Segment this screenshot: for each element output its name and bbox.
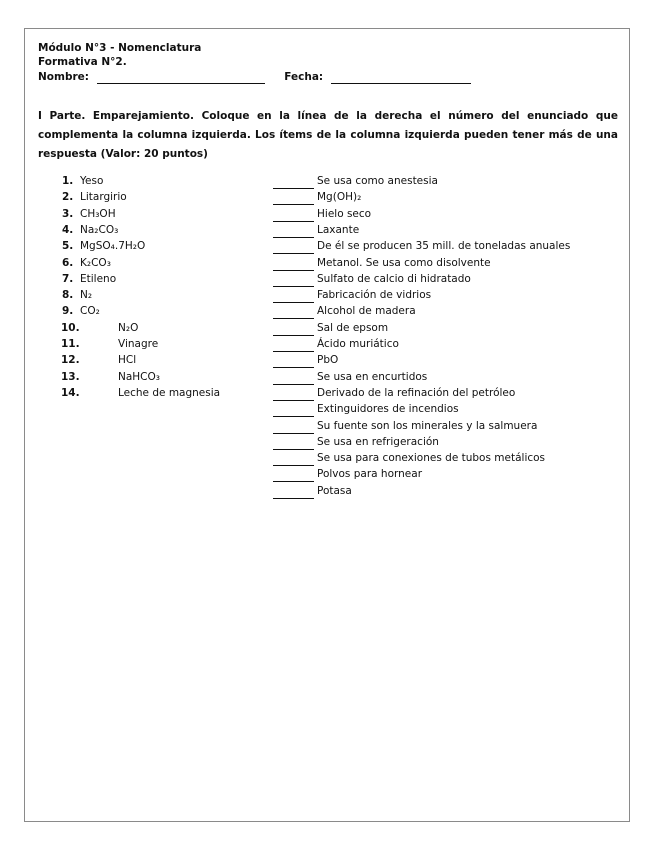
match-row [273, 238, 570, 254]
answer-blank[interactable] [273, 177, 314, 189]
statement-text: Se usa como anestesia [317, 175, 438, 187]
date-label: Fecha: [284, 71, 324, 83]
answer-blank[interactable] [273, 438, 314, 450]
statement-text: Polvos para hornear [317, 468, 423, 481]
item-text: N₂O [118, 321, 139, 334]
worksheet-page [24, 28, 630, 822]
answer-blank[interactable] [273, 356, 314, 368]
answer-blank[interactable] [273, 470, 314, 482]
match-row [273, 418, 537, 434]
match-row [273, 483, 352, 499]
match-row [273, 450, 545, 466]
item-number: 9. [62, 305, 74, 318]
match-row [273, 303, 416, 319]
match-row [273, 255, 491, 271]
statement-text: Se usa para conexiones de tubos metálicos [317, 452, 546, 465]
answer-blank[interactable] [273, 422, 314, 434]
match-row [273, 434, 439, 450]
statement-text: Ácido muriático [317, 338, 399, 350]
module-title: Módulo N°3 - Nomenclatura [38, 42, 202, 54]
match-row [273, 336, 399, 352]
match-row [273, 385, 515, 401]
statement-text: Su fuente son los minerales y la salmuera [317, 419, 538, 432]
left-item [62, 303, 100, 319]
item-number: 5. [62, 240, 74, 253]
left-item [62, 206, 116, 222]
match-row [273, 466, 422, 482]
match-row [273, 173, 438, 189]
item-text: CH₃OH [80, 207, 116, 220]
left-item [61, 369, 160, 385]
item-number: 3. [62, 207, 74, 220]
name-blank[interactable] [97, 72, 265, 84]
left-item [61, 320, 138, 336]
left-item [62, 255, 111, 271]
statement-text: Mg(OH)₂ [317, 191, 362, 204]
left-item [62, 222, 118, 238]
answer-blank[interactable] [273, 389, 314, 401]
match-row [273, 352, 338, 368]
item-text: HCl [118, 354, 137, 367]
item-text: Na₂CO₃ [80, 223, 119, 236]
formative-title: Formativa N°2. [38, 56, 127, 68]
date-blank[interactable] [331, 72, 471, 84]
item-text: Yeso [80, 175, 104, 187]
item-number: 13. [61, 370, 80, 383]
statement-text: Alcohol de madera [317, 305, 416, 318]
left-item [62, 287, 92, 303]
item-number: 2. [62, 191, 74, 204]
item-number: 11. [61, 338, 80, 350]
left-item [61, 352, 136, 368]
statement-text: Derivado de la refinación del petróleo [317, 386, 516, 399]
left-item [62, 238, 145, 254]
name-date-row [38, 70, 471, 84]
answer-blank[interactable] [273, 454, 314, 466]
answer-blank[interactable] [273, 226, 314, 238]
statement-text: Hielo seco [317, 207, 372, 220]
item-text: Vinagre [118, 338, 159, 350]
item-number: 8. [62, 289, 74, 302]
statement-text: Sulfato de calcio di hidratado [317, 272, 471, 285]
answer-blank[interactable] [273, 193, 314, 205]
answer-blank[interactable] [273, 324, 314, 336]
statement-text: Laxante [317, 223, 360, 236]
item-text: N₂ [80, 289, 93, 302]
item-number: 1. [62, 175, 74, 187]
answer-blank[interactable] [273, 291, 314, 303]
match-row [273, 320, 388, 336]
match-row [273, 189, 361, 205]
statement-text: Fabricación de vidrios [317, 289, 432, 302]
statement-text: Se usa en refrigeración [317, 435, 439, 448]
answer-blank[interactable] [273, 405, 314, 417]
item-text: K₂CO₃ [80, 256, 111, 269]
item-text: NaHCO₃ [118, 370, 160, 383]
item-number: 10. [61, 321, 80, 334]
statement-text: PbO [317, 354, 339, 367]
item-number: 7. [62, 272, 74, 285]
match-row [273, 222, 359, 238]
answer-blank[interactable] [273, 210, 314, 222]
match-row [273, 401, 459, 417]
answer-blank[interactable] [273, 259, 314, 271]
item-text: Litargirio [80, 191, 127, 204]
left-item [61, 385, 220, 401]
statement-text: Se usa en encurtidos [317, 370, 428, 383]
left-item [61, 336, 158, 352]
statement-text: Potasa [317, 484, 352, 497]
answer-blank[interactable] [273, 487, 314, 499]
match-row [273, 271, 471, 287]
item-number: 14. [61, 386, 80, 399]
item-text: MgSO₄.7H₂O [80, 240, 146, 253]
statement-text: Extinguidores de incendios [317, 403, 459, 416]
match-row [273, 206, 371, 222]
match-row [273, 369, 427, 385]
item-number: 12. [61, 354, 80, 367]
left-item [62, 173, 103, 189]
item-number: 6. [62, 256, 74, 269]
answer-blank[interactable] [273, 373, 314, 385]
item-text: Leche de magnesia [118, 386, 221, 399]
statement-text: Sal de epsom [317, 321, 389, 334]
statement-text: De él se producen 35 mill. de toneladas anuales [317, 240, 571, 253]
item-text: Etileno [80, 272, 117, 285]
answer-blank[interactable] [273, 340, 314, 352]
answer-blank[interactable] [273, 307, 314, 319]
item-text: CO₂ [80, 305, 100, 318]
item-number: 4. [62, 223, 74, 236]
instructions: I Parte. Emparejamiento. Coloque en la línea de la derecha el número del enunciado que complementa la columna izquierda. Los ítems de la columna izquierda pueden tener más de una respuesta (Valor: 20 puntos) [38, 110, 618, 160]
answer-blank[interactable] [273, 275, 314, 287]
answer-blank[interactable] [273, 242, 314, 254]
left-item [62, 271, 116, 287]
statement-text: Metanol. Se usa como disolvente [317, 256, 491, 269]
name-label: Nombre: [38, 71, 89, 83]
left-item [62, 189, 127, 205]
match-row [273, 287, 431, 303]
